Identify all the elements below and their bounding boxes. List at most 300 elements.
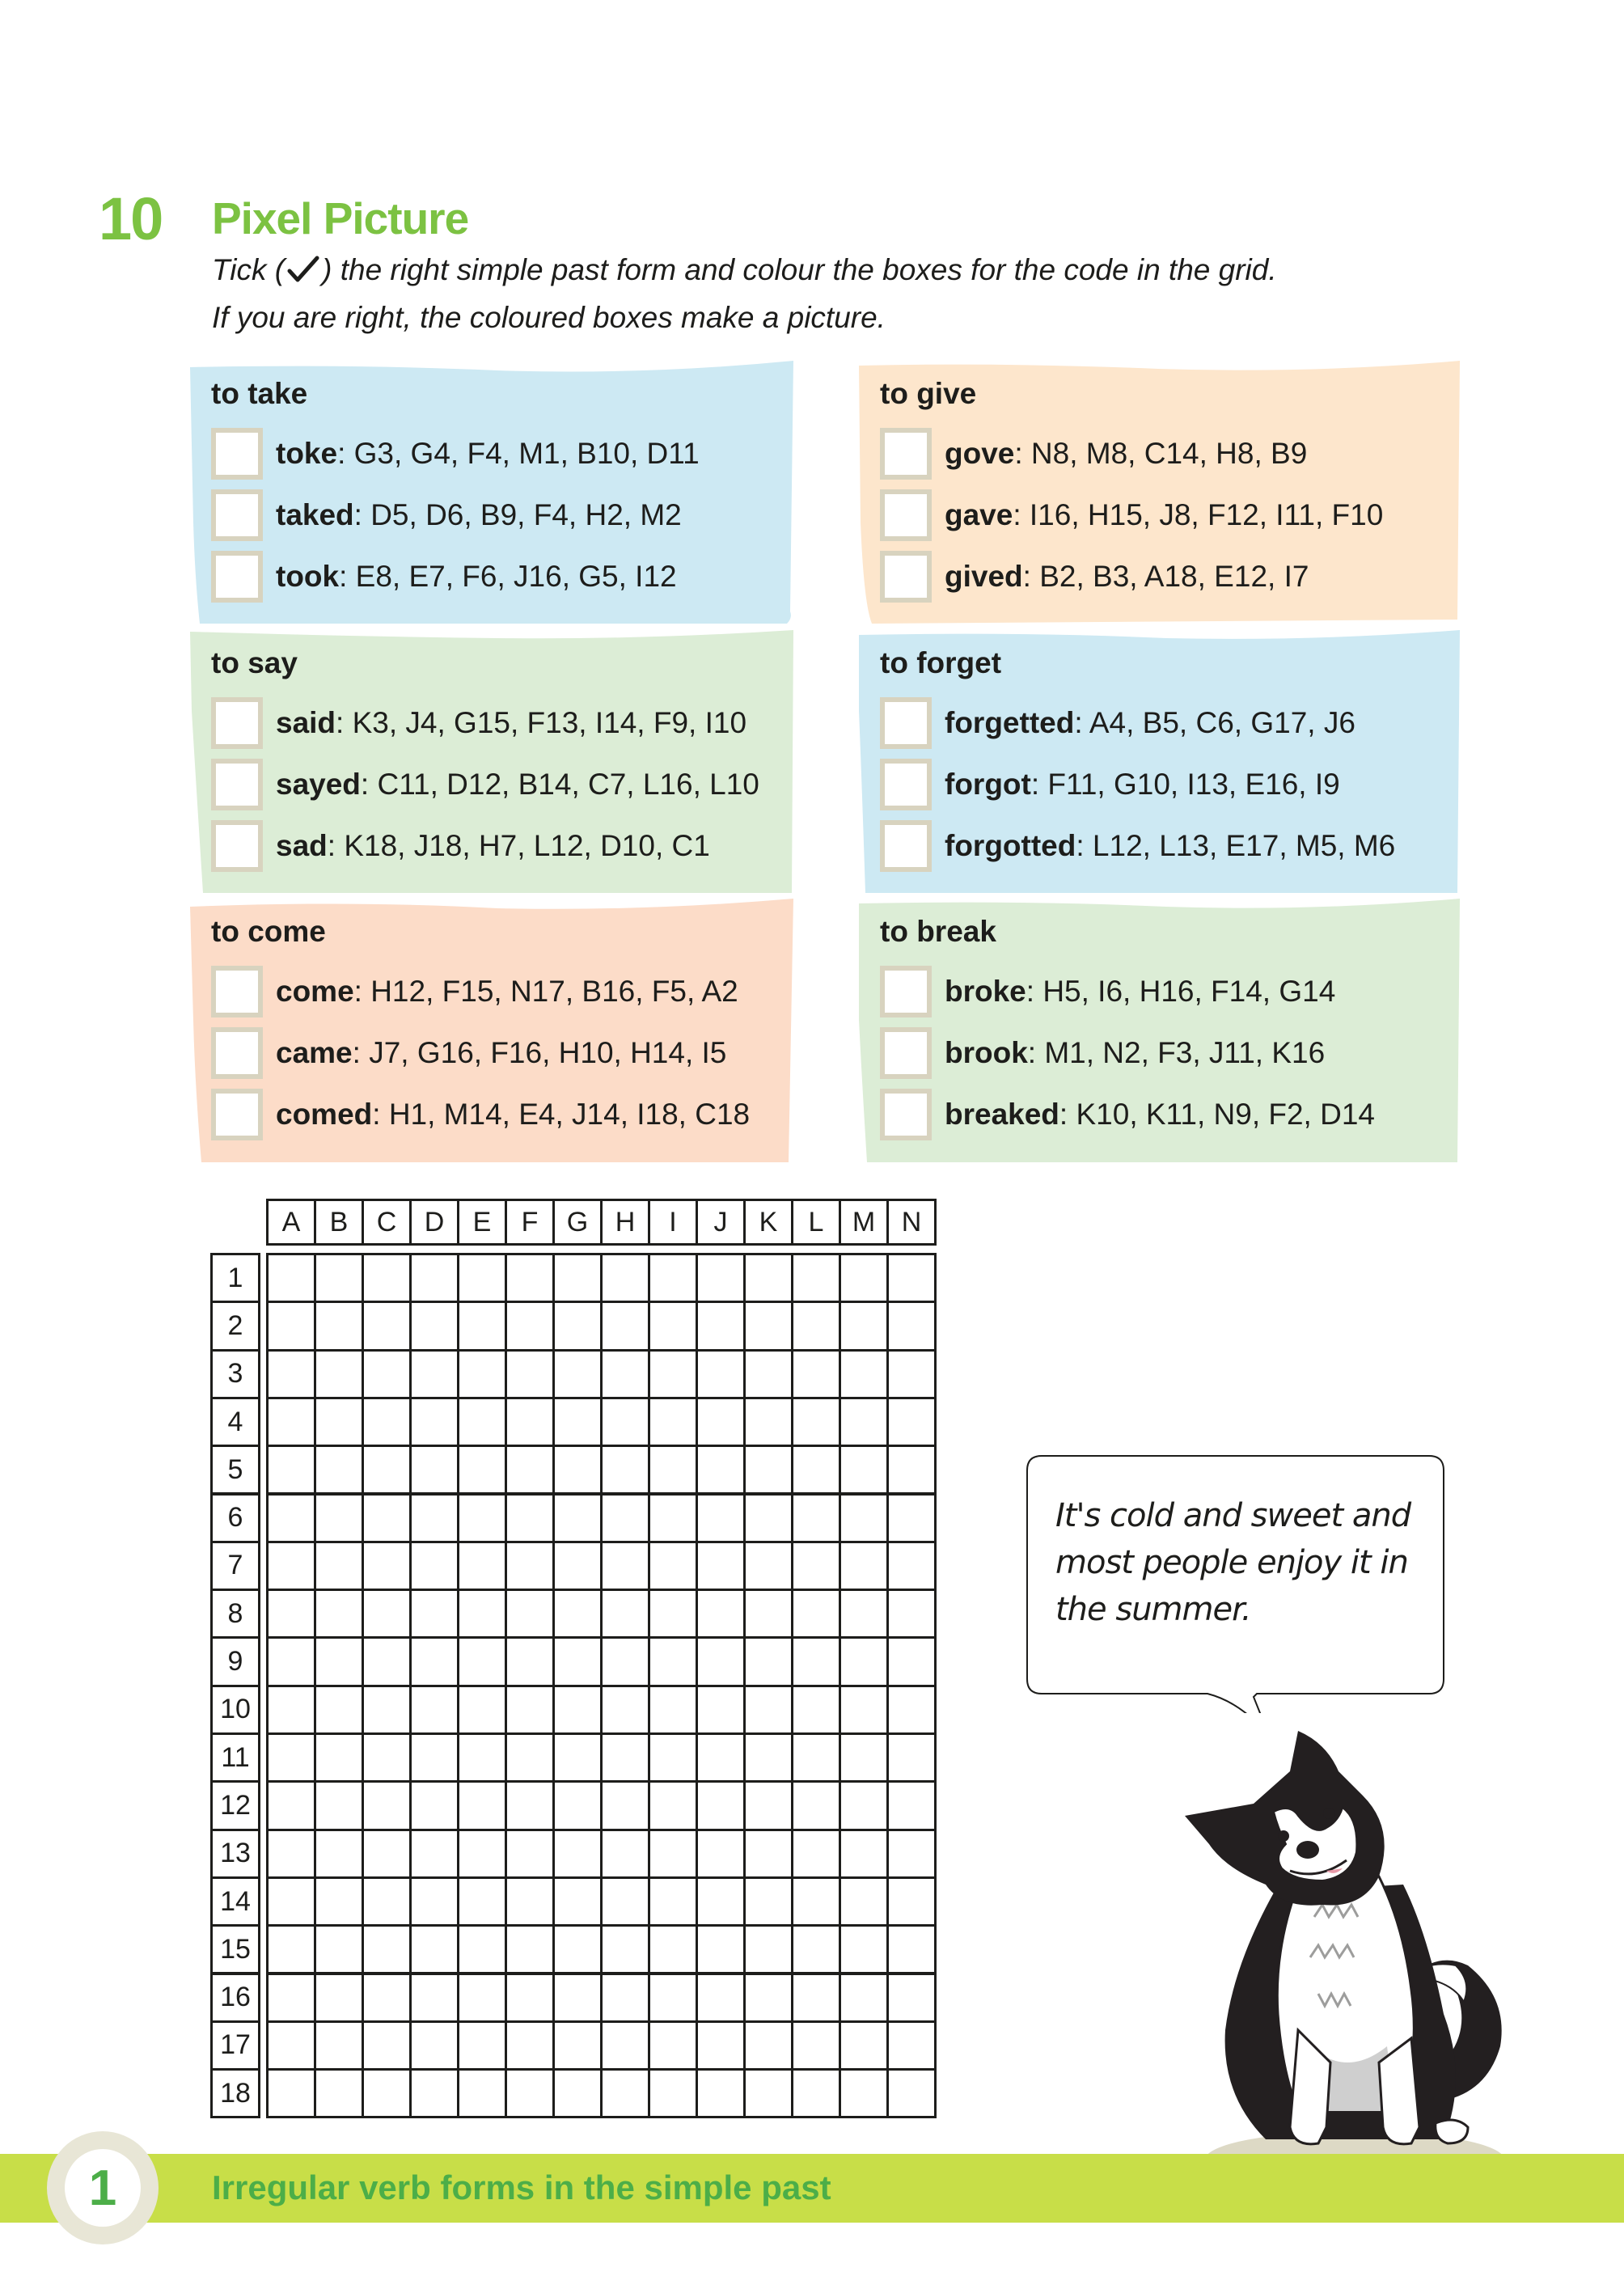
grid-cell-E9[interactable] [457,1636,507,1686]
grid-cell-L5[interactable] [791,1445,841,1495]
option-checkbox[interactable] [211,1089,263,1140]
grid-cell-B3[interactable] [314,1349,364,1399]
option-checkbox[interactable] [211,966,263,1017]
grid-cell-H6[interactable] [600,1493,650,1543]
grid-cell-E13[interactable] [457,1829,507,1879]
grid-cell-N15[interactable] [886,1924,937,1974]
grid-cell-D13[interactable] [409,1829,459,1879]
grid-cell-E17[interactable] [457,2020,507,2071]
grid-cell-A9[interactable] [266,1636,316,1686]
grid-cell-B10[interactable] [314,1685,364,1735]
grid-cell-A8[interactable] [266,1589,316,1639]
grid-cell-E8[interactable] [457,1589,507,1639]
grid-cell-A16[interactable] [266,1973,316,2023]
grid-cell-E12[interactable] [457,1780,507,1830]
grid-cell-B2[interactable] [314,1301,364,1351]
grid-column-header: F [505,1199,555,1246]
verb-box-to-forget [859,630,1460,893]
grid-cell-N13[interactable] [886,1829,937,1879]
grid-cell-I4[interactable] [648,1397,698,1447]
grid-cell-A10[interactable] [266,1685,316,1735]
grid-cell-K18[interactable] [743,2068,793,2118]
grid-cell-B4[interactable] [314,1397,364,1447]
grid-cell-G11[interactable] [552,1732,603,1783]
grid-cell-B1[interactable] [314,1253,364,1303]
grid-cell-D7[interactable] [409,1541,459,1591]
option-checkbox[interactable] [880,551,932,603]
grid-cell-K15[interactable] [743,1924,793,1974]
grid-cell-C11[interactable] [362,1732,412,1783]
grid-cell-K4[interactable] [743,1397,793,1447]
grid-cell-I13[interactable] [648,1829,698,1879]
grid-cell-H1[interactable] [600,1253,650,1303]
grid-cell-C1[interactable] [362,1253,412,1303]
grid-cell-L7[interactable] [791,1541,841,1591]
grid-cell-L16[interactable] [791,1973,841,2023]
grid-cell-F4[interactable] [505,1397,555,1447]
grid-cell-F2[interactable] [505,1301,555,1351]
grid-cell-M9[interactable] [839,1636,889,1686]
option-label [945,706,1355,740]
grid-cell-K8[interactable] [743,1589,793,1639]
option-label [945,498,1383,532]
grid-cell-H17[interactable] [600,2020,650,2071]
option-verb-form: breaked [945,1098,1059,1131]
option-checkbox[interactable] [880,489,932,541]
grid-cell-L2[interactable] [791,1301,841,1351]
grid-cell-N10[interactable] [886,1685,937,1735]
grid-cell-G8[interactable] [552,1589,603,1639]
grid-cell-A7[interactable] [266,1541,316,1591]
grid-cell-G2[interactable] [552,1301,603,1351]
grid-cell-K3[interactable] [743,1349,793,1399]
option-checkbox[interactable] [880,820,932,872]
grid-cell-N11[interactable] [886,1732,937,1783]
grid-cell-F1[interactable] [505,1253,555,1303]
verb-option [880,820,1395,872]
grid-cell-F18[interactable] [505,2068,555,2118]
grid-cell-D2[interactable] [409,1301,459,1351]
grid-cell-J9[interactable] [696,1636,746,1686]
grid-cell-J17[interactable] [696,2020,746,2071]
grid-cell-N18[interactable] [886,2068,937,2118]
grid-cell-J15[interactable] [696,1924,746,1974]
grid-cell-E2[interactable] [457,1301,507,1351]
grid-cell-A5[interactable] [266,1445,316,1495]
verb-option [211,759,759,810]
grid-cell-F10[interactable] [505,1685,555,1735]
grid-cell-F8[interactable] [505,1589,555,1639]
verb-option [880,1027,1325,1079]
grid-cell-L13[interactable] [791,1829,841,1879]
grid-cell-B8[interactable] [314,1589,364,1639]
grid-cell-G13[interactable] [552,1829,603,1879]
grid-cell-G1[interactable] [552,1253,603,1303]
grid-cell-L11[interactable] [791,1732,841,1783]
grid-cell-G5[interactable] [552,1445,603,1495]
grid-cell-N5[interactable] [886,1445,937,1495]
grid-cell-N1[interactable] [886,1253,937,1303]
grid-cell-E7[interactable] [457,1541,507,1591]
option-checkbox[interactable] [880,759,932,810]
verb-option [211,1027,726,1079]
grid-cell-C2[interactable] [362,1301,412,1351]
option-checkbox[interactable] [211,1027,263,1079]
check-mark-icon [286,256,320,283]
grid-cell-L15[interactable] [791,1924,841,1974]
grid-cell-C14[interactable] [362,1876,412,1927]
grid-cell-A13[interactable] [266,1829,316,1879]
grid-cell-D6[interactable] [409,1493,459,1543]
grid-cell-G12[interactable] [552,1780,603,1830]
grid-cell-H4[interactable] [600,1397,650,1447]
grid-cell-K6[interactable] [743,1493,793,1543]
grid-cell-H2[interactable] [600,1301,650,1351]
grid-cell-G10[interactable] [552,1685,603,1735]
grid-cell-N17[interactable] [886,2020,937,2071]
grid-cell-H11[interactable] [600,1732,650,1783]
grid-cell-N8[interactable] [886,1589,937,1639]
grid-cell-G3[interactable] [552,1349,603,1399]
grid-cell-G17[interactable] [552,2020,603,2071]
grid-cell-D10[interactable] [409,1685,459,1735]
grid-cell-B16[interactable] [314,1973,364,2023]
grid-cell-I5[interactable] [648,1445,698,1495]
grid-cell-F9[interactable] [505,1636,555,1686]
grid-cell-J12[interactable] [696,1780,746,1830]
grid-cell-N14[interactable] [886,1876,937,1927]
grid-cell-J18[interactable] [696,2068,746,2118]
option-checkbox[interactable] [880,1089,932,1140]
grid-cell-E10[interactable] [457,1685,507,1735]
grid-cell-L12[interactable] [791,1780,841,1830]
grid-cell-G18[interactable] [552,2068,603,2118]
grid-cell-J4[interactable] [696,1397,746,1447]
grid-cell-L8[interactable] [791,1589,841,1639]
option-grid-codes: : E8, E7, F6, J16, G5, I12 [339,560,677,593]
grid-cell-N6[interactable] [886,1493,937,1543]
grid-cell-I8[interactable] [648,1589,698,1639]
grid-cell-D5[interactable] [409,1445,459,1495]
option-checkbox[interactable] [211,820,263,872]
grid-cell-G4[interactable] [552,1397,603,1447]
grid-cell-M10[interactable] [839,1685,889,1735]
grid-cell-C4[interactable] [362,1397,412,1447]
grid-cell-C13[interactable] [362,1829,412,1879]
grid-cell-D1[interactable] [409,1253,459,1303]
grid-cell-A17[interactable] [266,2020,316,2071]
grid-cell-L9[interactable] [791,1636,841,1686]
grid-cell-E1[interactable] [457,1253,507,1303]
grid-cell-G7[interactable] [552,1541,603,1591]
option-label [276,975,738,1009]
grid-cell-M3[interactable] [839,1349,889,1399]
grid-cell-H9[interactable] [600,1636,650,1686]
grid-cell-F5[interactable] [505,1445,555,1495]
grid-cell-F11[interactable] [505,1732,555,1783]
grid-cell-I12[interactable] [648,1780,698,1830]
grid-cell-E3[interactable] [457,1349,507,1399]
grid-cell-C6[interactable] [362,1493,412,1543]
grid-cell-A18[interactable] [266,2068,316,2118]
grid-cell-B5[interactable] [314,1445,364,1495]
grid-cell-I17[interactable] [648,2020,698,2071]
grid-cell-I18[interactable] [648,2068,698,2118]
grid-cell-D11[interactable] [409,1732,459,1783]
grid-cell-I15[interactable] [648,1924,698,1974]
grid-cell-H13[interactable] [600,1829,650,1879]
grid-cell-B15[interactable] [314,1924,364,1974]
grid-cell-K16[interactable] [743,1973,793,2023]
grid-cell-A3[interactable] [266,1349,316,1399]
verb-box-title: to forget [880,646,1002,679]
speech-bubble-text: It's cold and sweet and most people enjoy it in the summer. [1055,1497,1411,1628]
grid-cell-A4[interactable] [266,1397,316,1447]
grid-cell-K7[interactable] [743,1541,793,1591]
grid-cell-L4[interactable] [791,1397,841,1447]
grid-cell-A12[interactable] [266,1780,316,1830]
grid-cell-N7[interactable] [886,1541,937,1591]
grid-cell-G16[interactable] [552,1973,603,2023]
grid-cell-D8[interactable] [409,1589,459,1639]
grid-cell-B14[interactable] [314,1876,364,1927]
grid-cell-F15[interactable] [505,1924,555,1974]
grid-cell-G15[interactable] [552,1924,603,1974]
grid-cell-K11[interactable] [743,1732,793,1783]
grid-cell-M18[interactable] [839,2068,889,2118]
grid-row-label: 7 [210,1541,260,1591]
grid-cell-I3[interactable] [648,1349,698,1399]
grid-cell-G6[interactable] [552,1493,603,1543]
grid-cell-M12[interactable] [839,1780,889,1830]
grid-cell-C18[interactable] [362,2068,412,2118]
grid-cell-I7[interactable] [648,1541,698,1591]
grid-cell-B7[interactable] [314,1541,364,1591]
grid-cell-E14[interactable] [457,1876,507,1927]
grid-cell-M14[interactable] [839,1876,889,1927]
grid-cell-L10[interactable] [791,1685,841,1735]
grid-cell-L18[interactable] [791,2068,841,2118]
grid-cell-K12[interactable] [743,1780,793,1830]
grid-cell-B18[interactable] [314,2068,364,2118]
grid-column-header: M [839,1199,889,1246]
grid-cell-H8[interactable] [600,1589,650,1639]
grid-row-label: 6 [210,1493,260,1543]
dog-eye-right [1323,1808,1334,1819]
grid-cell-A1[interactable] [266,1253,316,1303]
grid-cell-I6[interactable] [648,1493,698,1543]
grid-cell-K10[interactable] [743,1685,793,1735]
option-checkbox[interactable] [880,428,932,480]
grid-cell-I2[interactable] [648,1301,698,1351]
grid-cell-B12[interactable] [314,1780,364,1830]
grid-cell-B13[interactable] [314,1829,364,1879]
grid-cell-B9[interactable] [314,1636,364,1686]
grid-cell-M5[interactable] [839,1445,889,1495]
grid-cell-C10[interactable] [362,1685,412,1735]
grid-cell-N3[interactable] [886,1349,937,1399]
option-checkbox[interactable] [880,697,932,749]
grid-cell-C16[interactable] [362,1973,412,2023]
grid-cell-J11[interactable] [696,1732,746,1783]
grid-cell-M8[interactable] [839,1589,889,1639]
grid-cell-J1[interactable] [696,1253,746,1303]
option-grid-codes: : L12, L13, E17, M5, M6 [1076,829,1396,862]
grid-cell-M4[interactable] [839,1397,889,1447]
grid-cell-I16[interactable] [648,1973,698,2023]
grid-cell-D9[interactable] [409,1636,459,1686]
verb-box-title: to give [880,377,977,410]
grid-cell-B6[interactable] [314,1493,364,1543]
grid-cell-M1[interactable] [839,1253,889,1303]
grid-cell-A11[interactable] [266,1732,316,1783]
grid-cell-H7[interactable] [600,1541,650,1591]
grid-cell-K1[interactable] [743,1253,793,1303]
grid-cell-D14[interactable] [409,1876,459,1927]
grid-cell-K13[interactable] [743,1829,793,1879]
grid-cell-L1[interactable] [791,1253,841,1303]
grid-cell-K2[interactable] [743,1301,793,1351]
grid-cell-H14[interactable] [600,1876,650,1927]
grid-cell-M13[interactable] [839,1829,889,1879]
option-verb-form: sad [276,829,328,862]
grid-cell-L3[interactable] [791,1349,841,1399]
grid-cell-N9[interactable] [886,1636,937,1686]
grid-cell-D4[interactable] [409,1397,459,1447]
option-checkbox[interactable] [880,1027,932,1079]
grid-cell-K5[interactable] [743,1445,793,1495]
grid-cell-J14[interactable] [696,1876,746,1927]
verb-option [211,697,746,749]
grid-cell-E11[interactable] [457,1732,507,1783]
verb-box-title: to say [211,646,298,679]
grid-cell-A6[interactable] [266,1493,316,1543]
grid-cell-B11[interactable] [314,1732,364,1783]
grid-cell-L14[interactable] [791,1876,841,1927]
grid-cell-J10[interactable] [696,1685,746,1735]
grid-cell-H18[interactable] [600,2068,650,2118]
option-checkbox[interactable] [211,428,263,480]
option-label [276,829,710,863]
grid-cell-F16[interactable] [505,1973,555,2023]
grid-cell-C3[interactable] [362,1349,412,1399]
grid-cell-F14[interactable] [505,1876,555,1927]
grid-cell-E15[interactable] [457,1924,507,1974]
option-checkbox[interactable] [211,759,263,810]
grid-cell-H3[interactable] [600,1349,650,1399]
grid-cell-J8[interactable] [696,1589,746,1639]
grid-cell-E6[interactable] [457,1493,507,1543]
grid-cell-C5[interactable] [362,1445,412,1495]
grid-cell-F7[interactable] [505,1541,555,1591]
grid-cell-K14[interactable] [743,1876,793,1927]
grid-cell-A15[interactable] [266,1924,316,1974]
grid-cell-J13[interactable] [696,1829,746,1879]
grid-cell-N4[interactable] [886,1397,937,1447]
grid-cell-I9[interactable] [648,1636,698,1686]
dog-illustration [1177,1723,1533,2184]
grid-cell-D15[interactable] [409,1924,459,1974]
grid-cell-I14[interactable] [648,1876,698,1927]
grid-cell-C12[interactable] [362,1780,412,1830]
grid-cell-D12[interactable] [409,1780,459,1830]
grid-cell-C9[interactable] [362,1636,412,1686]
verb-option [211,966,738,1017]
grid-cell-M16[interactable] [839,1973,889,2023]
grid-cell-I11[interactable] [648,1732,698,1783]
grid-cell-D18[interactable] [409,2068,459,2118]
grid-cell-J2[interactable] [696,1301,746,1351]
option-checkbox[interactable] [880,966,932,1017]
grid-cell-D3[interactable] [409,1349,459,1399]
grid-cell-C8[interactable] [362,1589,412,1639]
grid-cell-I10[interactable] [648,1685,698,1735]
grid-cell-M2[interactable] [839,1301,889,1351]
grid-cell-D16[interactable] [409,1973,459,2023]
grid-cell-K17[interactable] [743,2020,793,2071]
grid-cell-M17[interactable] [839,2020,889,2071]
grid-cell-H15[interactable] [600,1924,650,1974]
grid-cell-B17[interactable] [314,2020,364,2071]
grid-cell-F12[interactable] [505,1780,555,1830]
grid-cell-F3[interactable] [505,1349,555,1399]
grid-cell-J6[interactable] [696,1493,746,1543]
option-checkbox[interactable] [211,697,263,749]
grid-cell-E18[interactable] [457,2068,507,2118]
grid-cell-N2[interactable] [886,1301,937,1351]
grid-cell-N12[interactable] [886,1780,937,1830]
grid-cell-C15[interactable] [362,1924,412,1974]
grid-cell-E16[interactable] [457,1973,507,2023]
grid-cell-K9[interactable] [743,1636,793,1686]
verb-option [211,820,710,872]
grid-cell-M6[interactable] [839,1493,889,1543]
grid-cell-F17[interactable] [505,2020,555,2071]
grid-cell-M7[interactable] [839,1541,889,1591]
option-grid-codes: : H1, M14, E4, J14, I18, C18 [372,1098,751,1131]
grid-cell-E4[interactable] [457,1397,507,1447]
grid-cell-A2[interactable] [266,1301,316,1351]
grid-cell-F6[interactable] [505,1493,555,1543]
grid-cell-G14[interactable] [552,1876,603,1927]
option-checkbox[interactable] [211,551,263,603]
grid-cell-A14[interactable] [266,1876,316,1927]
grid-cell-H5[interactable] [600,1445,650,1495]
grid-cell-L17[interactable] [791,2020,841,2071]
grid-cell-H16[interactable] [600,1973,650,2023]
grid-cell-D17[interactable] [409,2020,459,2071]
grid-cell-L6[interactable] [791,1493,841,1543]
grid-cell-I1[interactable] [648,1253,698,1303]
option-verb-form: forgotted [945,829,1076,862]
grid-cell-J16[interactable] [696,1973,746,2023]
grid-cell-H10[interactable] [600,1685,650,1735]
grid-cell-H12[interactable] [600,1780,650,1830]
grid-cell-C7[interactable] [362,1541,412,1591]
grid-cell-J5[interactable] [696,1445,746,1495]
grid-cell-E5[interactable] [457,1445,507,1495]
grid-cell-G9[interactable] [552,1636,603,1686]
grid-cell-C17[interactable] [362,2020,412,2071]
grid-cell-M11[interactable] [839,1732,889,1783]
grid-cell-J7[interactable] [696,1541,746,1591]
option-label [276,437,700,471]
grid-cell-N16[interactable] [886,1973,937,2023]
option-checkbox[interactable] [211,489,263,541]
grid-cell-F13[interactable] [505,1829,555,1879]
grid-cell-M15[interactable] [839,1924,889,1974]
grid-cell-J3[interactable] [696,1349,746,1399]
